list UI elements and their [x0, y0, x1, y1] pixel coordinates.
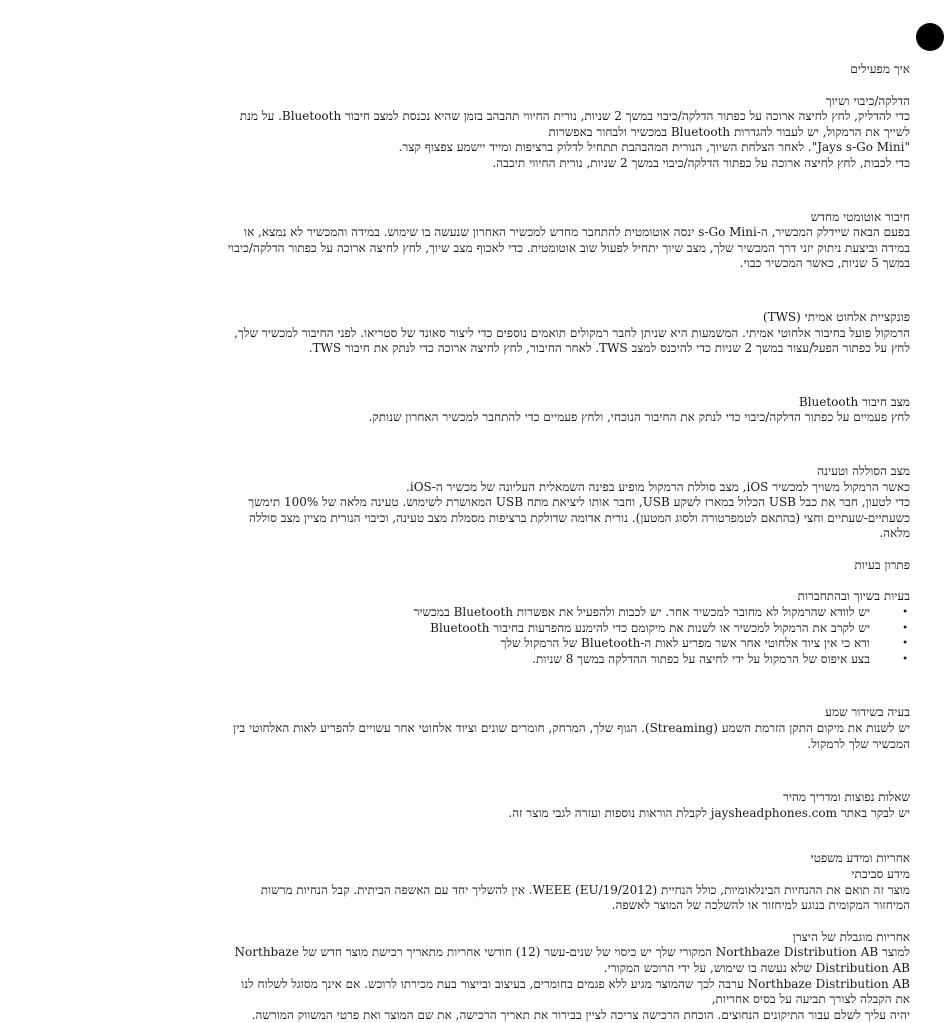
section-battery: [226, 464, 910, 542]
paragraph: "Jays s-Go Mini". לאחר הצלחת השיוך, הנורית המהבהבת תתחיל לדלוק ברציפות ומייד יישמע צפצוף קצר.: [398, 140, 910, 155]
bullet-list: [226, 605, 910, 667]
paragraph: יהיה עליך לשלם עבור התיקונים הנחוצים. הוכחת הרכישה צריכה לציין בבירור את תאריך הרכישה, את שם המוצר ואת פרטי המשווק המורשה.: [251, 1007, 910, 1022]
list-item: • יש לקרב את הרמקול למכשיר או לשנות את מיקומם כדי להימנע מהפרעות בחיבור Bluetooth: [226, 621, 886, 637]
paragraph: Northbaze Distribution AB ערבה לכך שהמוצר מגיע ללא פגמים בחומרים, בעיצוב ובייצור בעת מכירתו לרוכש. אם אינך מסוגל לשלוח לנו את הקבלה לצורך תביעה על בסיס אחריות,: [241, 976, 910, 1007]
paragraph: מוצר זה תואם את ההנחיות הבינלאומיות, כולל הנחיית WEEE (EU/19/2012). אין להשליך יחד עם האשפה הביתית. קבל הנחיות מרשות המיחזור המקומית בנוגע למיחזור או להשלכה של המוצר לאשפה.: [260, 882, 910, 913]
section-heading: שאלות נפוצות ומדריך מהיר: [782, 790, 910, 805]
paragraph: יש לשנות את מיקום התקן הזרמת השמע (Streaming). הגוף שלך, המרחק, חומרים שונים וציוד אלחוטי אחר עשויים להפריע לאות האלחוטי בין המכשיר שלך לרמקול.: [233, 721, 910, 751]
section-power: [226, 94, 910, 172]
paragraph: יש לבקר באתר jaysheadphones.com לקבלת הוראות נוספות ועזרה לגבי מוצר זה.: [508, 805, 910, 820]
paragraph: לחץ פעמיים על כפתור הדלקה/כיבוי כדי לנתק את החיבור הנוכחי, ולחץ פעמיים כדי להתחבר למכשיר האחרון שנותק.: [368, 410, 910, 425]
list-item: • ודא כי אין ציוד אלחוטי אחר אשר מפריע לאות ה-Bluetooth של הרמקול שלך: [226, 636, 886, 652]
section-tws: [226, 310, 910, 357]
paragraph: כדי לטעון, חבר את כבל USB הכלול במארז לשקע USB, וחבר אותו ליציאת מתח USB המאושרת לשימוש. טעינה מלאה של 100% תימשך כשעתיים-שעתיים וחצי (בהתאם לטמפרטורה ולסוג המטען). נורית אדומה שדולקת ברציפות מסמלת מצב טעינה, וכיבוי הנורית מציין מצב סוללה מלאה.: [248, 495, 910, 541]
paragraph: הרמקול פועל בחיבור אלחוטי אמיתי. המשמעות היא שניתן לחבר רמקולים תואמים נוספים כדי ליצור סאונד של סטריאו. לפני החיבור למכשיר שלך, לחץ על כפתור הפעל/עצור במשך 2 שניות כדי להיכנס למצב TWS. לאחר החיבור, לחץ לחיצה ארוכה כדי לנתק את חיבור TWS.: [234, 325, 910, 356]
section-heading: בעיות בשיוך ובהתחברות: [797, 589, 910, 604]
paragraph: כדי להדליק, לחץ לחיצה ארוכה על כפתור הדלקה/כיבוי במשך 2 שניות, נורית החיווי תהבהב בזמן שהיא נכנסת למצב חיבור Bluetooth. על מנת לשייך את הרמקול, יש לעבור להגדרות Bluetooth במכשיר ולבחור באפשרות: [239, 109, 910, 139]
section-heading: בעיה בשידור שמע: [825, 705, 910, 720]
list-item: • יש לוודא שהרמקול לא מחובר למכשיר אחר. יש לכבות ולהפעיל את אפשרות Bluetooth במכשיר: [226, 605, 886, 621]
paragraph: כאשר הרמקול משויך למכשיר iOS, מצב סוללת הרמקול מופיע בפינה השמאלית העליונה של מכשיר ה-iOS.: [406, 479, 910, 494]
section-pairing-issues: [226, 589, 910, 667]
section-auto-reconnect: [226, 210, 910, 272]
section-sound: [226, 705, 910, 752]
section-heading: חיבור אוטומטי מחדש: [810, 209, 910, 224]
sub-heading: מידע סביבתי: [851, 867, 910, 881]
section-heading: פונקציית אלחוט אמיתי (TWS): [762, 309, 910, 324]
document-body: [226, 62, 910, 1023]
page-title: איך מפעילים: [850, 62, 910, 76]
section-heading: אחריות ומידע משפטי: [810, 851, 910, 866]
paragraph: למוצר Northbaze Distribution AB המקורי שלך יש כיסוי של שנים-עשר (12) חודשי אחריות מתאריך רכישת מוצר חדש של Northbaze Distribution AB שלא נעשה בו שימוש, על ידי הרוכש המקורי.: [234, 945, 910, 975]
section-heading: הדלקה/כיבוי ושיוך: [825, 93, 910, 108]
section-heading: אחריות מוגבלת של היצרן: [792, 929, 910, 944]
section-heading-troubleshooting: פתרון בעיות: [854, 557, 910, 572]
section-heading: מצב הסוללה וטעינה: [817, 463, 910, 478]
section-bluetooth: [226, 395, 910, 426]
section-faq: [226, 790, 910, 821]
list-item: • בצע איפוס של הרמקול על ידי לחיצה על כפתור ההדלקה במשך 8 שניות.: [226, 652, 886, 668]
page-marker-dot: [916, 23, 944, 51]
section-legal: [226, 851, 910, 913]
section-heading: מצב חיבור Bluetooth: [798, 394, 910, 409]
section-warranty: [226, 930, 910, 1023]
paragraph: כדי לכבות, לחץ לחיצה ארוכה על כפתור הדלקה/כיבוי במשך 2 שניות, נורית החיווי תיכבה.: [492, 155, 910, 170]
paragraph: בפעם הבאה שיידלק המכשיר, ה-s-Go Mini ינסה אוטומטית להתחבר מחדש למכשיר האחרון שנעשה בו שימוש. במידה והמכשיר לא נמצא, או במידה וביצעת ניתוק יזני דרך המכשיר שלך, מצב שיוך יתחיל לפעול שוב אוטומטית. כדי לאכוף מצב שיוך, לחץ לחיצה ארוכה על כפתור הדלקה/כיבוי במשך 5 שניות, כאשר המכשיר כבוי.: [227, 225, 910, 271]
